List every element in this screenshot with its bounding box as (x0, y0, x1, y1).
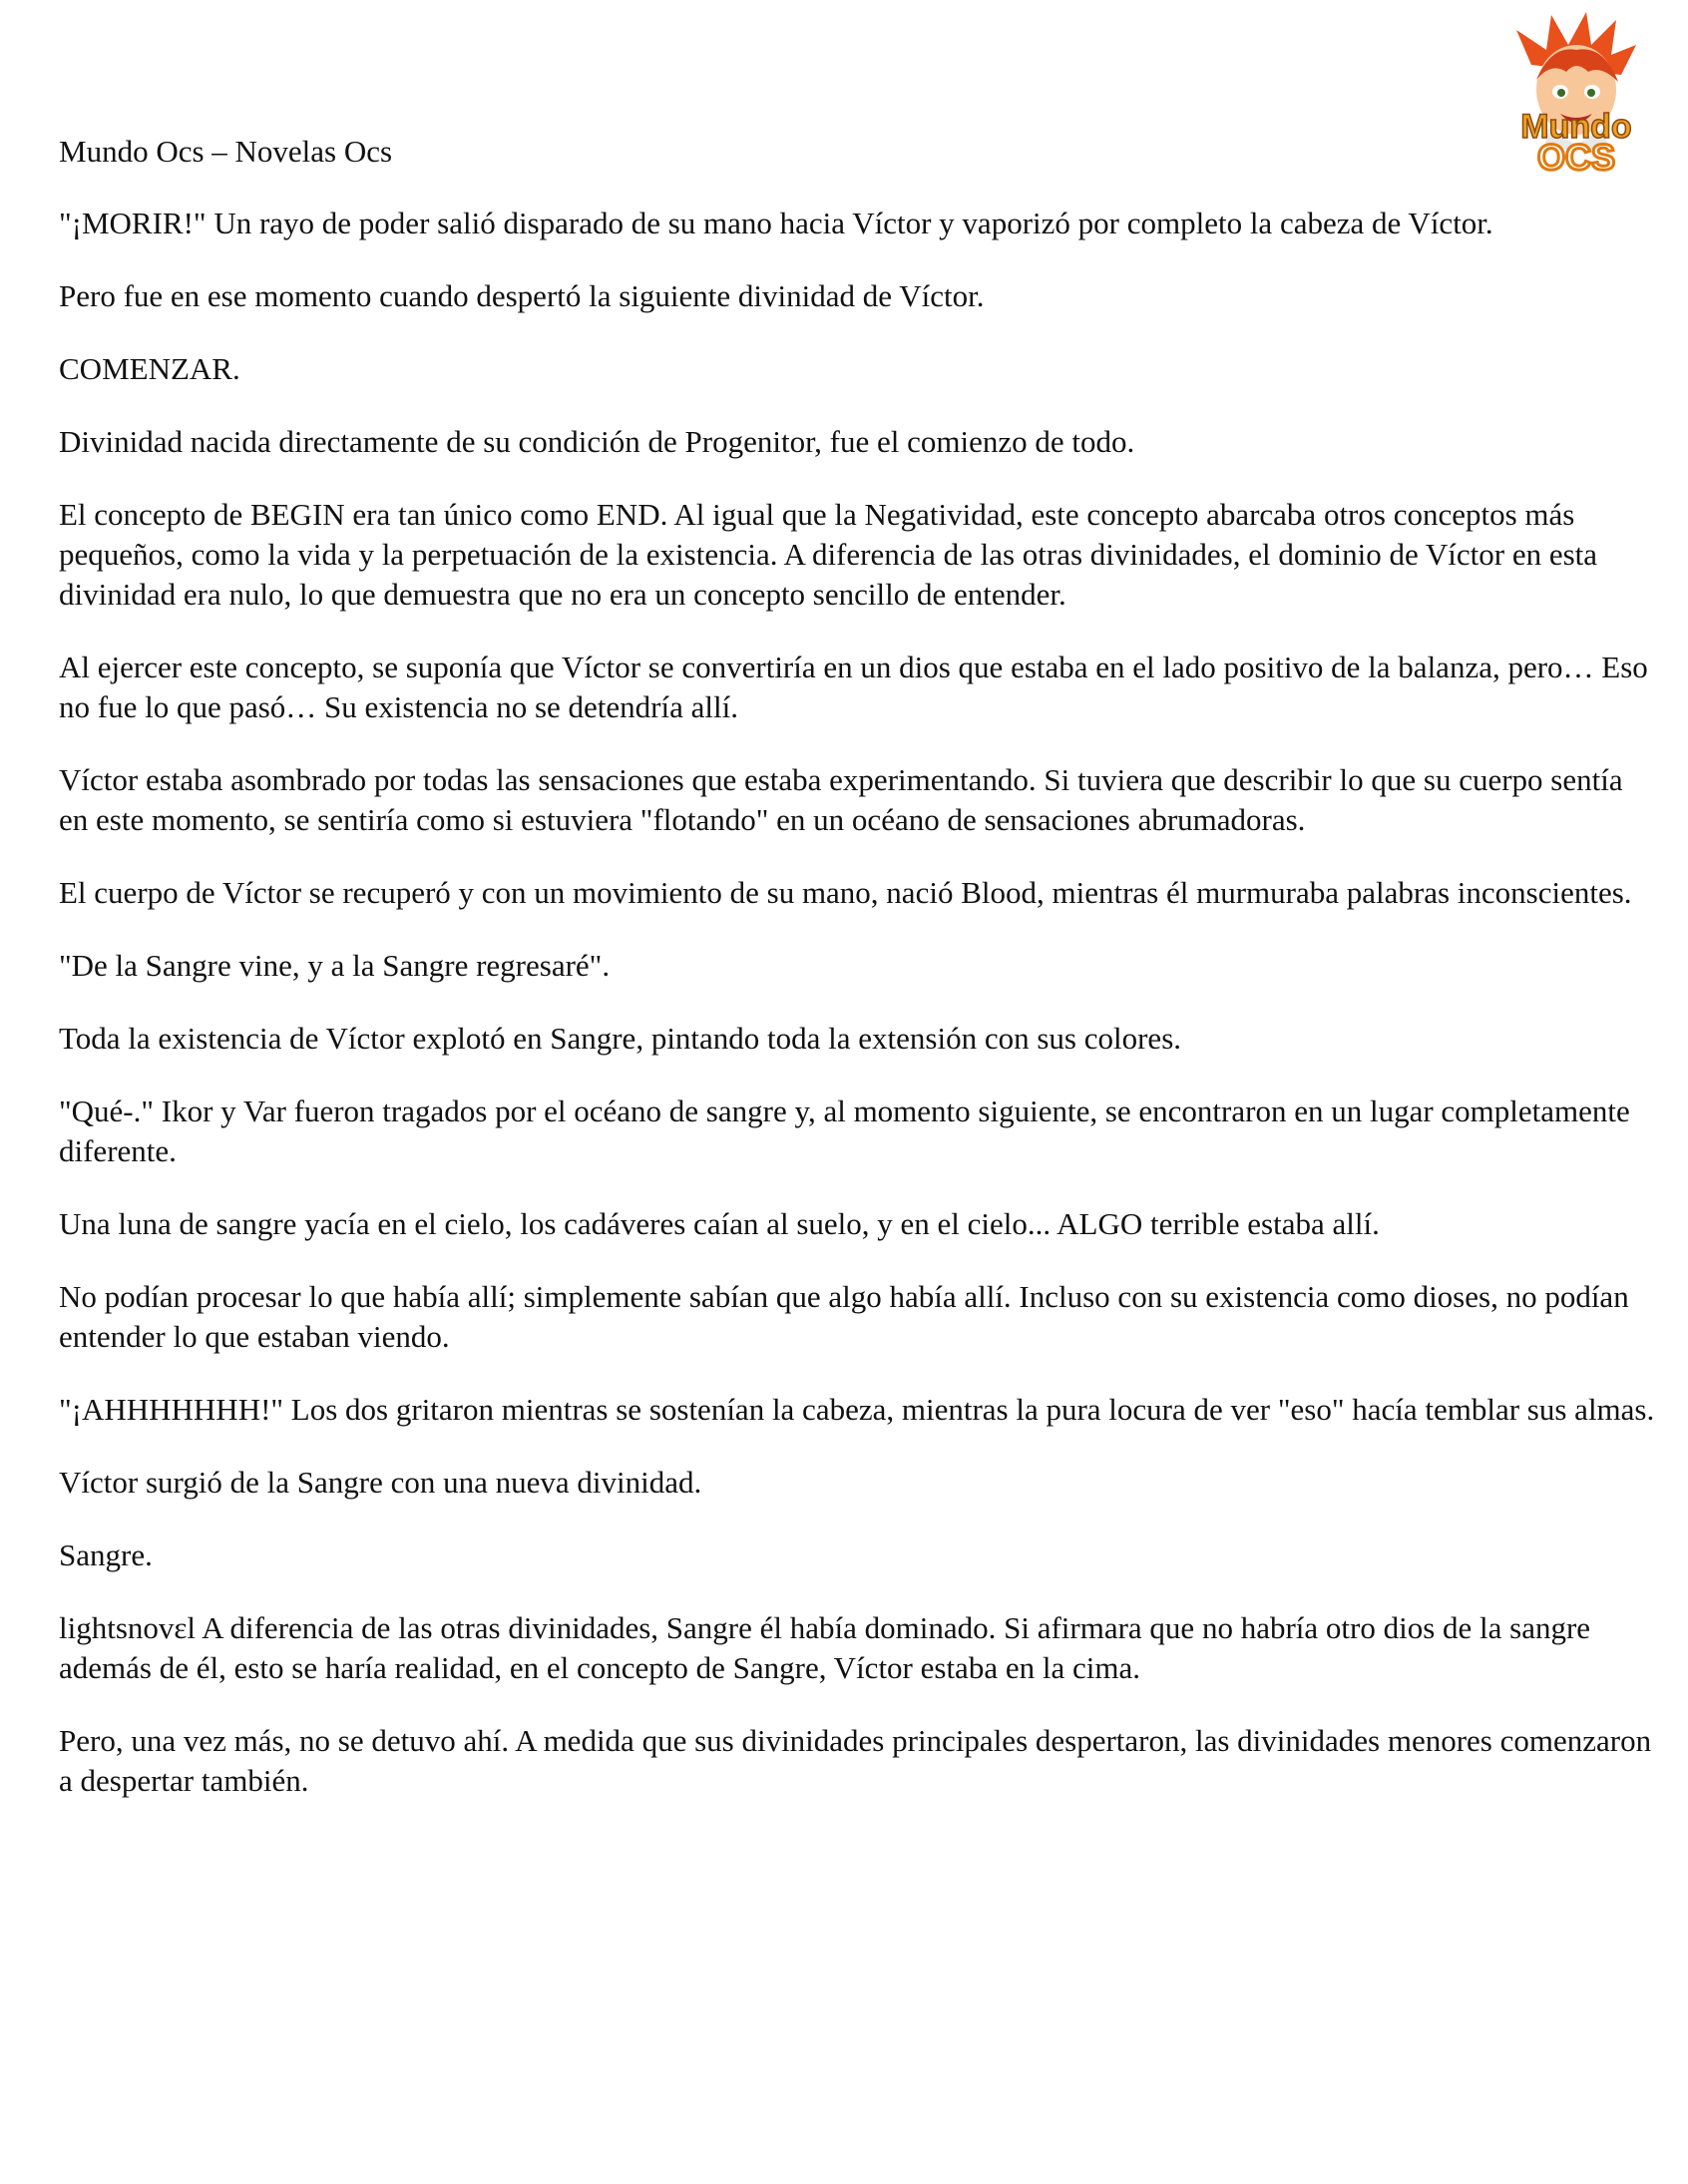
paragraph: El concepto de BEGIN era tan único como END. Al igual que la Negatividad, este concepto abarcaba otros conceptos más pequeños, como la vida y la perpetuación de la existencia. A diferencia de las otras divinidades, el dominio de Víctor en esta divinidad era nulo, lo que demuestra que no era un concepto sencillo de entender. (59, 497, 1598, 612)
anime-character-logo-icon (1496, 10, 1656, 185)
paragraph: Divinidad nacida directamente de su condición de Progenitor, fue el comienzo de todo. (59, 424, 1135, 459)
paragraph: "De la Sangre vine, y a la Sangre regresaré". (59, 948, 611, 983)
page-header: Mundo Ocs – Novelas Ocs (59, 134, 393, 169)
paragraph: "Qué-." Ikor y Var fueron tragados por el océano de sangre y, al momento siguiente, se encontraron en un lugar completamente diferente. (59, 1093, 1630, 1168)
paragraph: Al ejercer este concepto, se suponía que Víctor se convertiría en un dios que estaba en el lado positivo de la balanza, pero… Eso no fue lo que pasó… Su existencia no se detendría allí. (59, 650, 1648, 724)
paragraph: El cuerpo de Víctor se recuperó y con un movimiento de su mano, nació Blood, mientras él murmuraba palabras inconscientes. (59, 875, 1632, 910)
paragraph: COMENZAR. (59, 351, 240, 386)
paragraph: Víctor estaba asombrado por todas las sensaciones que estaba experimentando. Si tuviera que describir lo que su cuerpo sentía en este momento, se sentiría como si estuviera "flotando" en un océano de sensaciones abrumadoras. (59, 762, 1623, 837)
paragraph: Pero, una vez más, no se detuvo ahí. A medida que sus divinidades principales despertaron, las divinidades menores comenzaron a despertar también. (59, 1723, 1652, 1798)
paragraph: "¡AHHHHHHH!" Los dos gritaron mientras se sostenían la cabeza, mientras la pura locura de ver "eso" hacía temblar sus almas. (59, 1392, 1655, 1427)
document-body (59, 204, 1655, 1834)
site-logo (1496, 10, 1656, 185)
paragraph: lightsnovɛl A diferencia de las otras divinidades, Sangre él había dominado. Si afirmara que no habría otro dios de la sangre además de él, esto se haría realidad, en el concepto de Sangre, Víctor estaba en la cima. (59, 1610, 1591, 1685)
paragraph: No podían procesar lo que había allí; simplemente sabían que algo había allí. Incluso con su existencia como dioses, no podían entender lo que estaban viendo. (59, 1279, 1629, 1354)
paragraph: Una luna de sangre yacía en el cielo, los cadáveres caían al suelo, y en el cielo... ALGO terrible estaba allí. (59, 1206, 1380, 1241)
paragraph: Pero fue en ese momento cuando despertó la siguiente divinidad de Víctor. (59, 278, 985, 313)
paragraph: Toda la existencia de Víctor explotó en Sangre, pintando toda la extensión con sus colores. (59, 1021, 1182, 1056)
logo-text-mundo: Mundo (1520, 108, 1632, 146)
paragraph: Víctor surgió de la Sangre con una nueva divinidad. (59, 1465, 702, 1500)
paragraph: "¡MORIR!" Un rayo de poder salió disparado de su mano hacia Víctor y vaporizó por completo la cabeza de Víctor. (59, 206, 1493, 240)
paragraph: Sangre. (59, 1537, 153, 1572)
logo-text-ocs: OCS (1536, 137, 1616, 178)
